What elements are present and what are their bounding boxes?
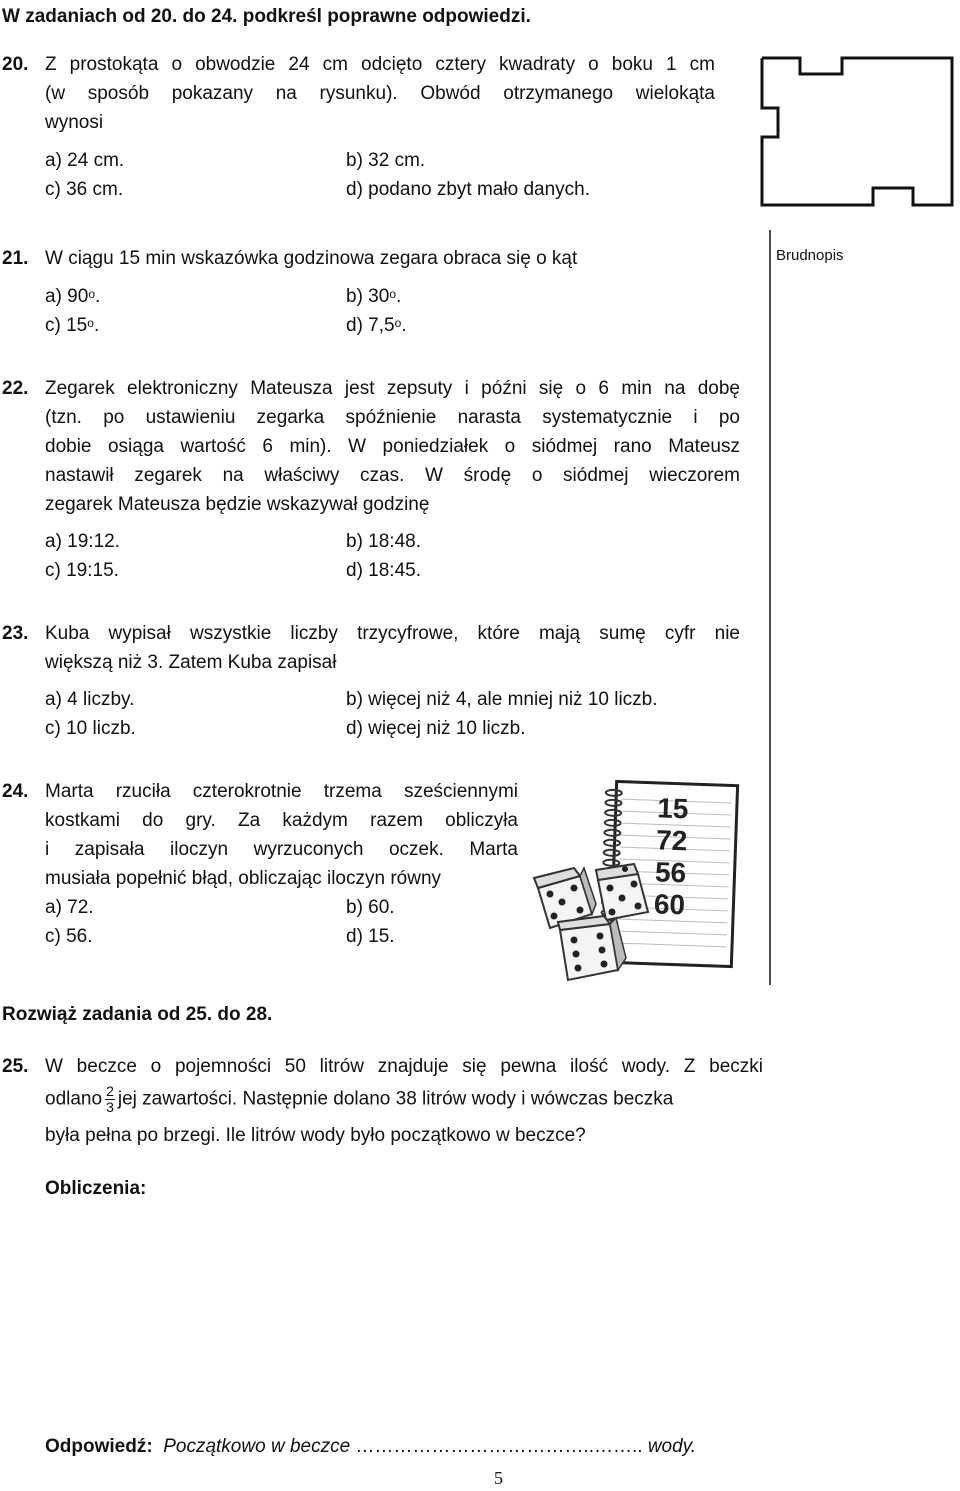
q22-option-a[interactable]: a) 19:12. bbox=[45, 531, 120, 552]
q22-line-4: nastawił zegarek na właściwy czas. W środę o siódmej wieczorem bbox=[45, 465, 740, 486]
die-icon bbox=[558, 916, 626, 980]
q23-line-1: Kuba wypisał wszystkie liczby trzycyfrowe, które mają sumę cyfr nie bbox=[45, 623, 740, 644]
answer-blank[interactable]: ………………………………..…….. bbox=[355, 1436, 643, 1457]
q25-line-2: odlano $\frac{2}{3}$ jej zawartości. Następnie dolano 38 litrów wody i wówczas beczka bbox=[45, 1083, 674, 1115]
q20-option-b[interactable]: b) 32 cm. bbox=[346, 150, 426, 171]
answer-line: Odpowiedź: Początkowo w beczce ………………………………..…….. wody. bbox=[45, 1436, 697, 1457]
q22-line-2: (tzn. po ustawieniu zegarka spóźnienie narasta systematycznie i po bbox=[45, 407, 740, 428]
q24-line-1: Marta rzuciła czterokrotnie trzema sześciennymi bbox=[45, 781, 518, 802]
q24-line-3: i zapisała iloczyn wyrzuconych oczek. Marta bbox=[45, 839, 518, 860]
q25-line-3: była pełna po brzegi. Ile litrów wody było początkowo w beczce? bbox=[45, 1125, 586, 1146]
q24-line-4: musiała popełnić błąd, obliczając iloczyn równy bbox=[45, 868, 442, 889]
q25-line-1: W beczce o pojemności 50 litrów znajduje się pewna ilość wody. Z beczki bbox=[45, 1056, 763, 1077]
q21-option-b[interactable]: b) 30$^o$. bbox=[346, 286, 402, 307]
q25-number: 25. bbox=[2, 1056, 29, 1077]
q23-option-d[interactable]: d) więcej niż 10 liczb. bbox=[346, 718, 526, 739]
scratchpad-label: Brudnopis bbox=[776, 247, 844, 264]
q24-option-b[interactable]: b) 60. bbox=[346, 897, 395, 918]
q23-option-b[interactable]: b) więcej niż 4, ale mniej niż 10 liczb. bbox=[346, 689, 658, 710]
fraction: $\frac{2}{3}$ bbox=[106, 1083, 114, 1115]
die-icon bbox=[596, 864, 648, 920]
q20-number: 20. bbox=[2, 54, 29, 75]
notebook-number: 72 bbox=[655, 824, 688, 857]
section-header-2: Rozwiąż zadania od 25. do 28. bbox=[2, 1004, 273, 1025]
q20-line-2: (w sposób pokazany na rysunku). Obwód otrzymanego wielokąta bbox=[45, 83, 715, 104]
q20-option-a[interactable]: a) 24 cm. bbox=[45, 150, 125, 171]
q24-number: 24. bbox=[2, 781, 29, 802]
q22-option-d[interactable]: d) 18:45. bbox=[346, 560, 421, 581]
q20-line-1: Z prostokąta o obwodzie 24 cm odcięto cztery kwadraty o boku 1 cm bbox=[45, 54, 715, 75]
q21-text: W ciągu 15 min wskazówka godzinowa zegara obraca się o kąt bbox=[45, 248, 578, 269]
q22-number: 22. bbox=[2, 378, 29, 399]
q22-line-5: zegarek Mateusza będzie wskazywał godzinę bbox=[45, 494, 430, 515]
q24-line-2: kostkami do gry. Za każdym razem obliczyła bbox=[45, 810, 518, 831]
q20-option-c[interactable]: c) 36 cm. bbox=[45, 179, 124, 200]
notebook-number: 56 bbox=[654, 856, 687, 889]
q22-line-3: dobie osiąga wartość 6 min). W poniedziałek o siódmej rano Mateusz bbox=[45, 436, 740, 457]
q20-line-3: wynosi bbox=[45, 112, 104, 133]
q21-number: 21. bbox=[2, 248, 29, 269]
q21-option-c[interactable]: c) 15$^o$. bbox=[45, 315, 100, 336]
q20-option-d[interactable]: d) podano zbyt mało danych. bbox=[346, 179, 590, 200]
calculations-label: Obliczenia: bbox=[45, 1178, 147, 1199]
q21-option-d[interactable]: d) 7,5$^o$. bbox=[346, 315, 407, 336]
q23-option-c[interactable]: c) 10 liczb. bbox=[45, 718, 136, 739]
q21-option-a[interactable]: a) 90$^o$. bbox=[45, 286, 101, 307]
q22-option-b[interactable]: b) 18:48. bbox=[346, 531, 421, 552]
q23-option-a[interactable]: a) 4 liczby. bbox=[45, 689, 135, 710]
q22-option-c[interactable]: c) 19:15. bbox=[45, 560, 119, 581]
notebook-number: 15 bbox=[656, 792, 689, 825]
q23-line-2: większą niż 3. Zatem Kuba zapisał bbox=[45, 652, 337, 673]
dice-illustration bbox=[530, 858, 660, 988]
q23-number: 23. bbox=[2, 623, 29, 644]
page-number: 5 bbox=[494, 1468, 503, 1488]
notebook-number: 60 bbox=[653, 888, 686, 921]
q24-option-a[interactable]: a) 72. bbox=[45, 897, 94, 918]
q24-option-d[interactable]: d) 15. bbox=[346, 926, 395, 947]
q22-line-1: Zegarek elektroniczny Mateusza jest zepsuty i późni się o 6 min na dobę bbox=[45, 378, 740, 399]
q24-option-c[interactable]: c) 56. bbox=[45, 926, 93, 947]
section-header: W zadaniach od 20. do 24. podkreśl poprawne odpowiedzi. bbox=[2, 6, 531, 27]
